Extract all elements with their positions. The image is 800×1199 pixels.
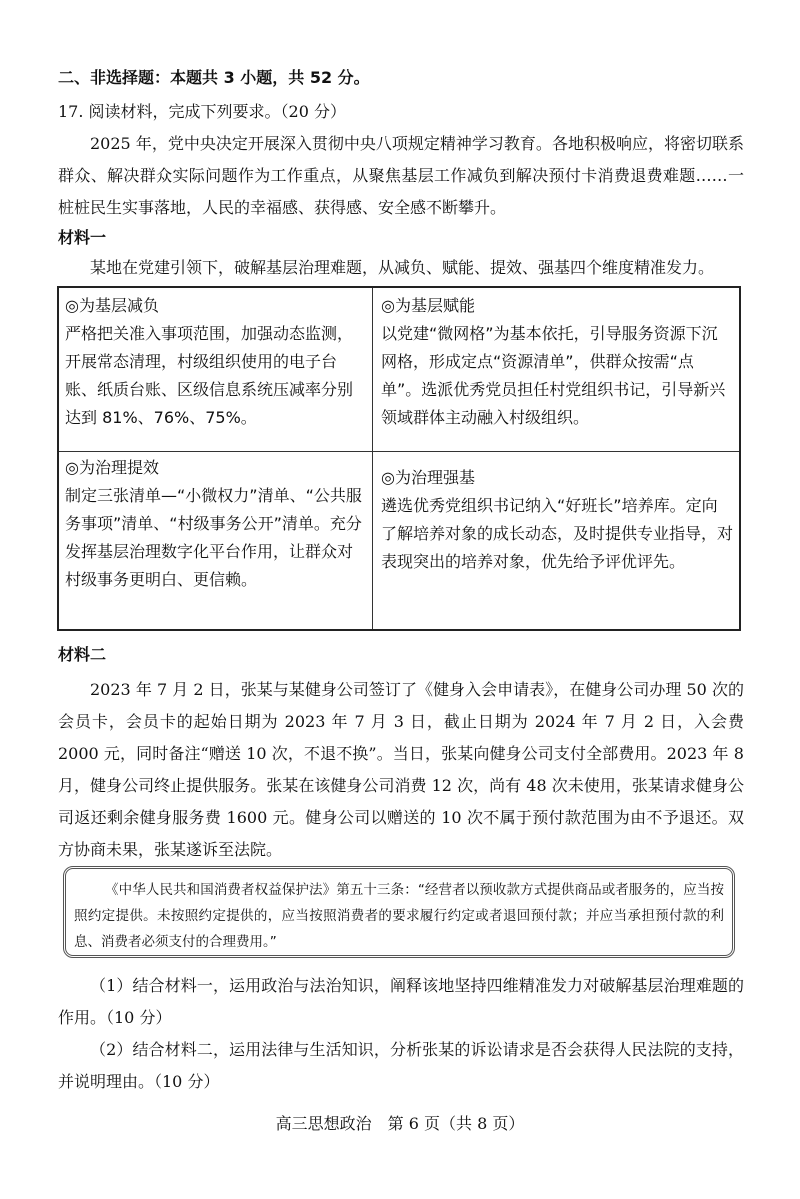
page-footer: 高三思想政治 第 6 页（共 8 页） [275, 1114, 525, 1133]
law-quote-box [63, 866, 735, 958]
cell-body: 以党建“微网格”为基本依托，引导服务资源下沉网格，形成定点“资源清单”，供群众按需“点单”。选派优秀党员担任村党组织书记，引导新兴领域群体主动融入村级组织。 [381, 324, 726, 427]
cell-body: 严格把关准入事项范围，加强动态监测，开展常态清理，村级组织使用的电子台账、纸质台账、区级信息系统压减率分别达到 81%、76%、75%。 [65, 324, 354, 427]
table-divider-vertical [372, 288, 373, 629]
question-title: 17. 阅读材料，完成下列要求。（20 分） [58, 102, 346, 121]
material2-body: 2023 年 7 月 2 日，张某与某健身公司签订了《健身入会申请表》，在健身公司办理 50 次的会员卡，会员卡的起始日期为 2023 年 7 月 3 日，截止日期为 2024 年 7 月 2 日，入会费 2000 元，同时备注“赠送 10 次，不退不换”。当日，张某向健身公司支付全部费用。2023 年 8 月，健身公司终止提供服务。张某在该健身公司消费 12 次，尚有 48 次未使用，张某请求健身公司返还剩余健身服务费 1600 元。健身公司以赠送的 10 次不属于预付款范围为由不予退还。双方协商未果，张某遂诉至法院。 [58, 680, 744, 859]
cell-title: ◎为基层赋能 [381, 296, 475, 315]
law-quote-text: 《中华人民共和国消费者权益保护法》第五十三条：“经营者以预收款方式提供商品或者服务的，应当按照约定提供。未按照约定提供的，应当按照消费者的要求履行约定或者退回预付款；并应当承担预付款的利息、消费者必须支付的合理费用。” [74, 882, 724, 950]
material1-heading: 材料一 [58, 228, 107, 247]
sub-question-1: （1）结合材料一，运用政治与法治知识，阐释该地坚持四维精准发力对破解基层治理难题的作用。（10 分） [58, 976, 744, 1027]
table-cell-efficiency [65, 454, 365, 594]
table-cell-foundation [381, 464, 733, 576]
cell-body: 制定三张清单—“小微权力”清单、“公共服务事项”清单、“村级事务公开”清单。充分发挥基层治理数字化平台作用，让群众对村级事务更明白、更信赖。 [65, 486, 362, 589]
cell-body: 遴选优秀党组织书记纳入“好班长”培养库。定向了解培养对象的成长动态，及时提供专业指导，对表现突出的培养对象，优先给予评优评先。 [381, 496, 734, 571]
table-cell-burden-reduction [65, 292, 365, 432]
section-header: 二、非选择题：本题共 3 小题，共 52 分。 [58, 68, 370, 87]
table-divider-horizontal [59, 451, 739, 452]
governance-table [57, 286, 741, 631]
table-cell-empowerment [381, 292, 733, 432]
material1-intro: 某地在党建引领下，破解基层治理难题，从减负、赋能、提效、强基四个维度精准发力。 [90, 258, 715, 277]
cell-title: ◎为治理强基 [381, 468, 475, 487]
sub-question-2: （2）结合材料二，运用法律与生活知识，分析张某的诉讼请求是否会获得人民法院的支持，并说明理由。（10 分） [58, 1040, 744, 1091]
question-intro: 2025 年，党中央决定开展深入贯彻中央八项规定精神学习教育。各地积极响应，将密切联系群众、解决群众实际问题作为工作重点，从聚焦基层工作减负到解决预付卡消费退费难题……一桩桩民生实事落地，人民的幸福感、获得感、安全感不断攀升。 [58, 134, 744, 217]
material2-heading: 材料二 [58, 645, 107, 664]
cell-title: ◎为治理提效 [65, 458, 159, 477]
cell-title: ◎为基层减负 [65, 296, 159, 315]
